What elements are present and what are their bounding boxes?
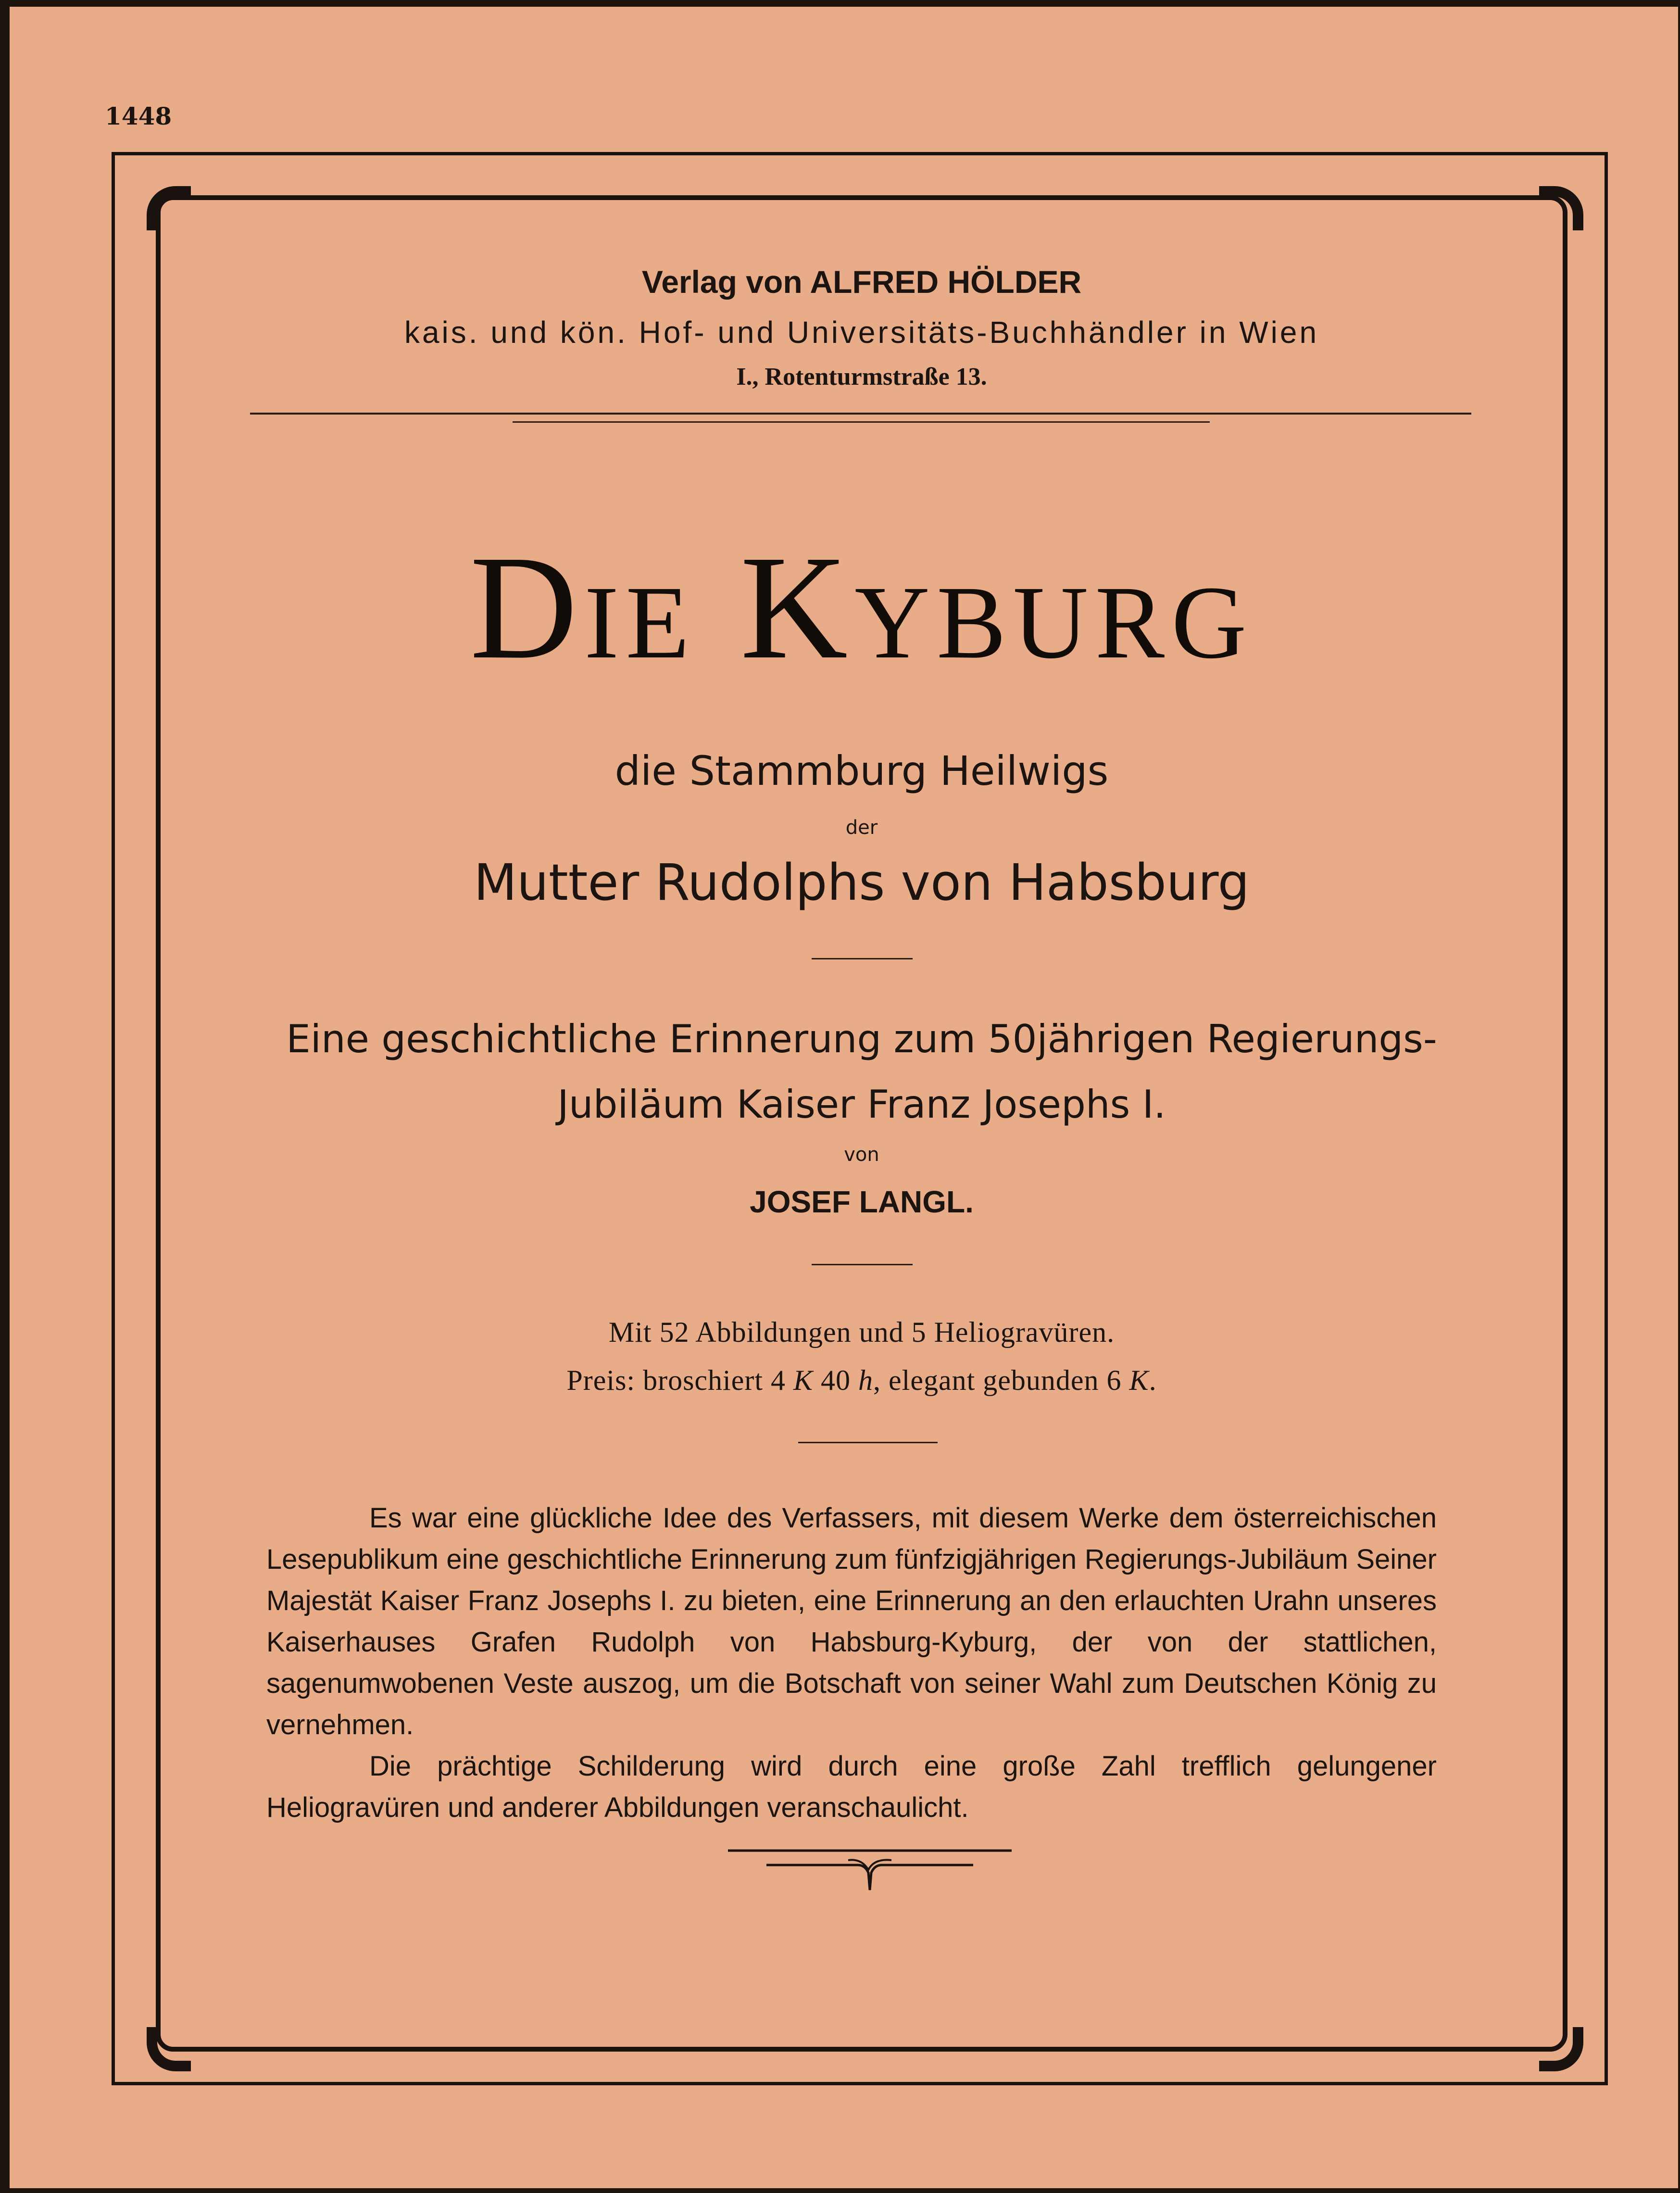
occasion-line1: Eine geschichtliche Erinnerung zum 50jährigen Regierungs- <box>286 1017 1437 1061</box>
publisher-address: I., Rotenturmstraße 13. <box>736 363 987 391</box>
divider-rule <box>798 1442 938 1443</box>
book-subtitle-line1: die Stammburg Heilwigs <box>614 747 1109 794</box>
book-subtitle-line2: Mutter Rudolphs von Habsburg <box>474 853 1250 912</box>
publisher-name: Verlag von ALFRED HÖLDER <box>641 264 1082 300</box>
book-title: Die Kyburg <box>470 525 1254 690</box>
price-info: Preis: broschiert 4 K 40 h, elegant gebunden 6 K. <box>566 1364 1157 1396</box>
header-rule-short <box>513 421 1210 423</box>
divider-rule <box>812 958 913 959</box>
author-connector: von <box>844 1144 879 1166</box>
page-number: 1448 <box>105 102 172 130</box>
tailpiece-ornament-icon <box>728 1844 1012 1897</box>
description-paragraph: Die prächtige Schilderung wird durch eine große Zahl trefflich gelungener Heliogravüren und anderer Abbildungen veranschaulicht. <box>266 1751 1437 1823</box>
author-name: JOSEF LANGL. <box>750 1185 974 1219</box>
description-paragraph: Es war eine glückliche Idee des Verfassers, mit diesem Werke dem österreichischen Lesepublikum eine geschichtliche Erinnerung zum fünfzigjährigen Regierungs-Jubiläum Seiner Majestät Kaiser Franz Josephs I. zu bieten, eine Erinnerung an den erlauchten Urahn unseres Kaiserhauses Grafen Rudolph von Habsburg-Kyburg, der von der stattlichen, sagenumwobenen Veste auszog, um die Botschaft von seiner Wahl zum Deutschen König zu vernehmen. <box>266 1502 1437 1740</box>
illustrations-info: Mit 52 Abbildungen und 5 Heliogravüren. <box>608 1316 1115 1348</box>
divider-rule <box>812 1264 913 1265</box>
page <box>10 7 1678 2188</box>
occasion-line2: Jubiläum Kaiser Franz Josephs I. <box>557 1082 1166 1127</box>
description <box>266 1498 1437 1828</box>
header-rule-long <box>250 413 1471 415</box>
publisher-title: kais. und kön. Hof- und Universitäts-Buchhändler in Wien <box>404 315 1319 350</box>
book-subtitle-connector: der <box>845 817 878 839</box>
